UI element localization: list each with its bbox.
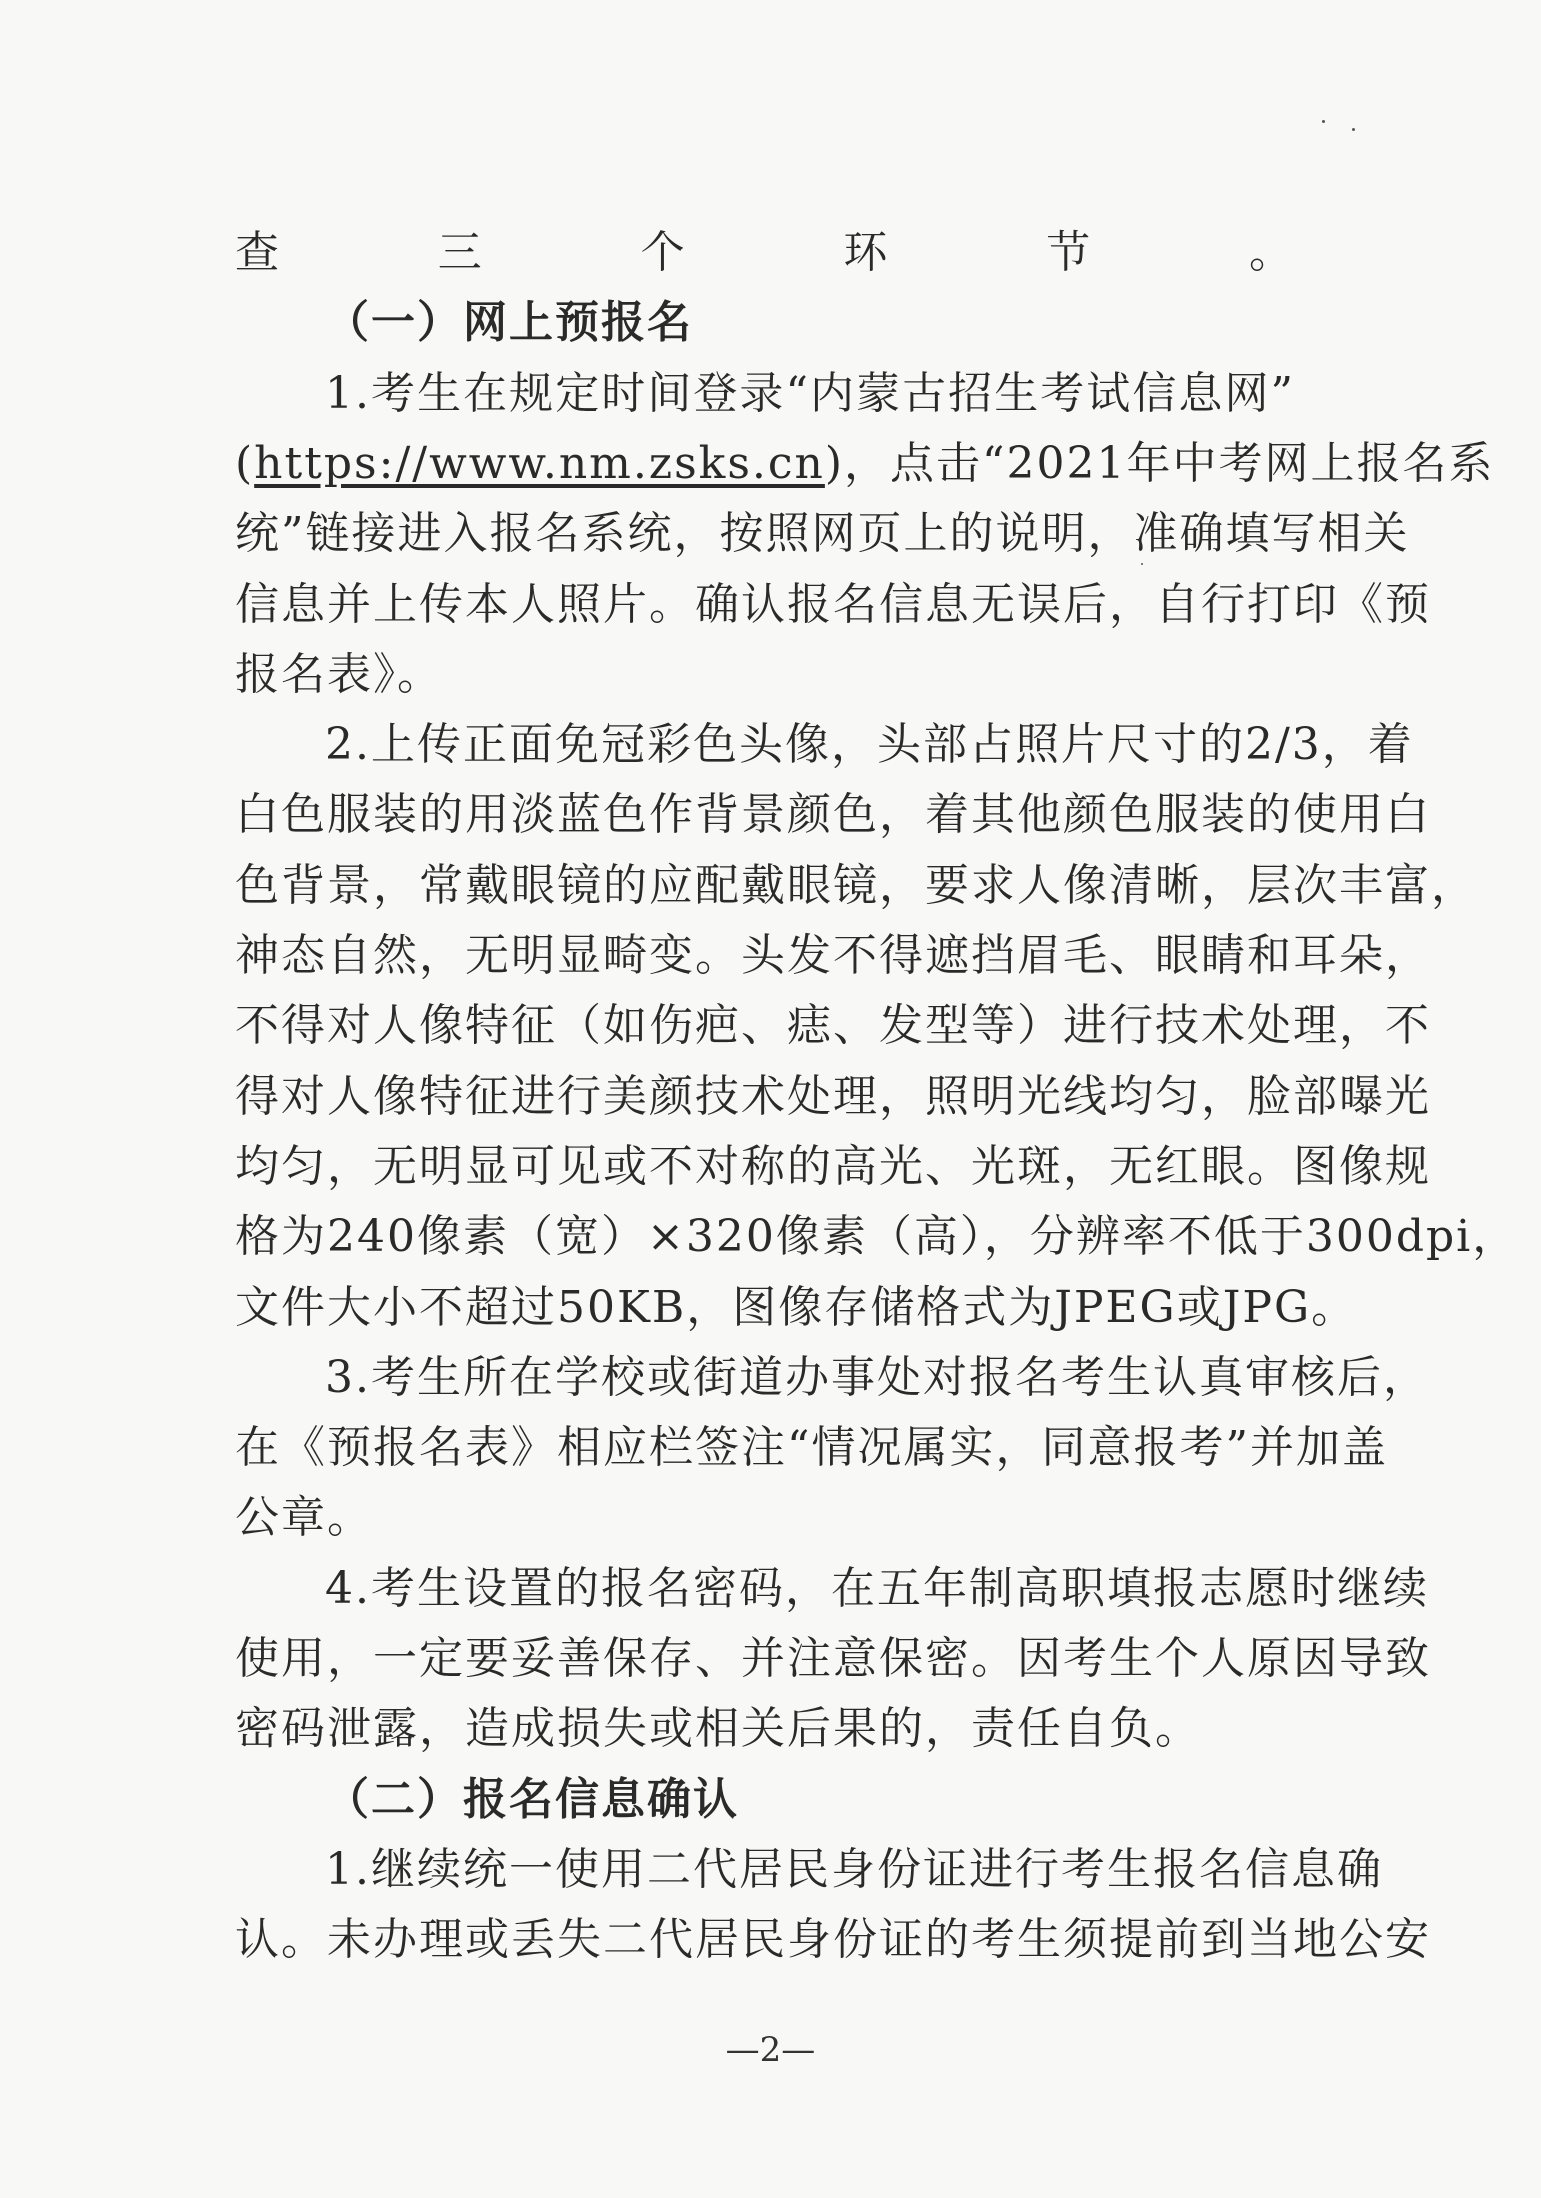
paragraph-line: 得对人像特征进行美颜技术处理，照明光线均匀，脸部曝光: [235, 1070, 1431, 1122]
paragraph-last-line: 密码泄露，造成损失或相关后果的，责任自负。: [235, 1703, 1201, 1755]
paragraph-first-line: 2.上传正面免冠彩色头像，头部占照片尺寸的2/3，着: [325, 719, 1414, 771]
section-heading: （二）报名信息确认: [325, 1773, 739, 1825]
paragraph-line: 查三个环节。: [235, 227, 1295, 278]
paragraph-line: 白色服装的用淡蓝色作背景颜色，着其他颜色服装的使用白: [235, 789, 1431, 841]
paragraph-line: 格为240像素（宽）×320像素（高），分辨率不低于300dpi，: [235, 1211, 1519, 1263]
paragraph-first-line: 4.考生设置的报名密码，在五年制高职填报志愿时继续: [325, 1562, 1429, 1614]
paragraph-line: 均匀，无明显可见或不对称的高光、光斑，无红眼。图像规: [235, 1140, 1431, 1192]
paragraph-first-line: 3.考生所在学校或街道办事处对报名考生认真审核后，: [325, 1351, 1429, 1403]
scan-speck: [1352, 128, 1355, 131]
paragraph-line: 神态自然，无明显畸变。头发不得遮挡眉毛、眼睛和耳朵，: [235, 930, 1431, 981]
paragraph-line: 认。未办理或丢失二代居民身份证的考生须提前到当地公安: [235, 1914, 1431, 1966]
paragraph-last-line: 文件大小不超过50KB，图像存储格式为JPEG或JPG。: [235, 1281, 1358, 1333]
paragraph-line: 信息并上传本人照片。确认报名信息无误后，自行打印《预: [235, 578, 1431, 630]
paragraph-line-with-url: [235, 429, 1495, 499]
url-open-paren: (: [235, 437, 255, 489]
page-number: —2—: [725, 2030, 816, 2070]
section-heading: （一）网上预报名: [325, 297, 693, 349]
url-line-remainder: )，点击“2021年中考网上报名系: [824, 437, 1495, 489]
website-link[interactable]: https://www.nm.zsks.cn: [254, 437, 825, 489]
paragraph-line: 色背景，常戴眼镜的应配戴眼镜，要求人像清晰，层次丰富，: [235, 859, 1477, 911]
paragraph-line: 不得对人像特征（如伤疤、痣、发型等）进行技术处理，不: [235, 1000, 1431, 1052]
scan-speck: [1322, 120, 1325, 123]
paragraph-line: 使用，一定要妥善保存、并注意保密。因考生个人原因导致: [235, 1633, 1431, 1684]
paragraph-first-line: 1.继续统一使用二代居民身份证进行考生报名信息确: [325, 1843, 1383, 1895]
paragraph-first-line: 1.考生在规定时间登录“内蒙古招生考试信息网”: [325, 367, 1295, 419]
paragraph-last-line: 公章。: [235, 1492, 373, 1544]
paragraph-line: 在《预报名表》相应栏签注“情况属实，同意报考”并加盖: [235, 1422, 1388, 1474]
paragraph-last-line: 报名表》。: [235, 648, 443, 700]
paragraph-line: 统”链接进入报名系统，按照网页上的说明，准确填写相关: [235, 508, 1410, 560]
